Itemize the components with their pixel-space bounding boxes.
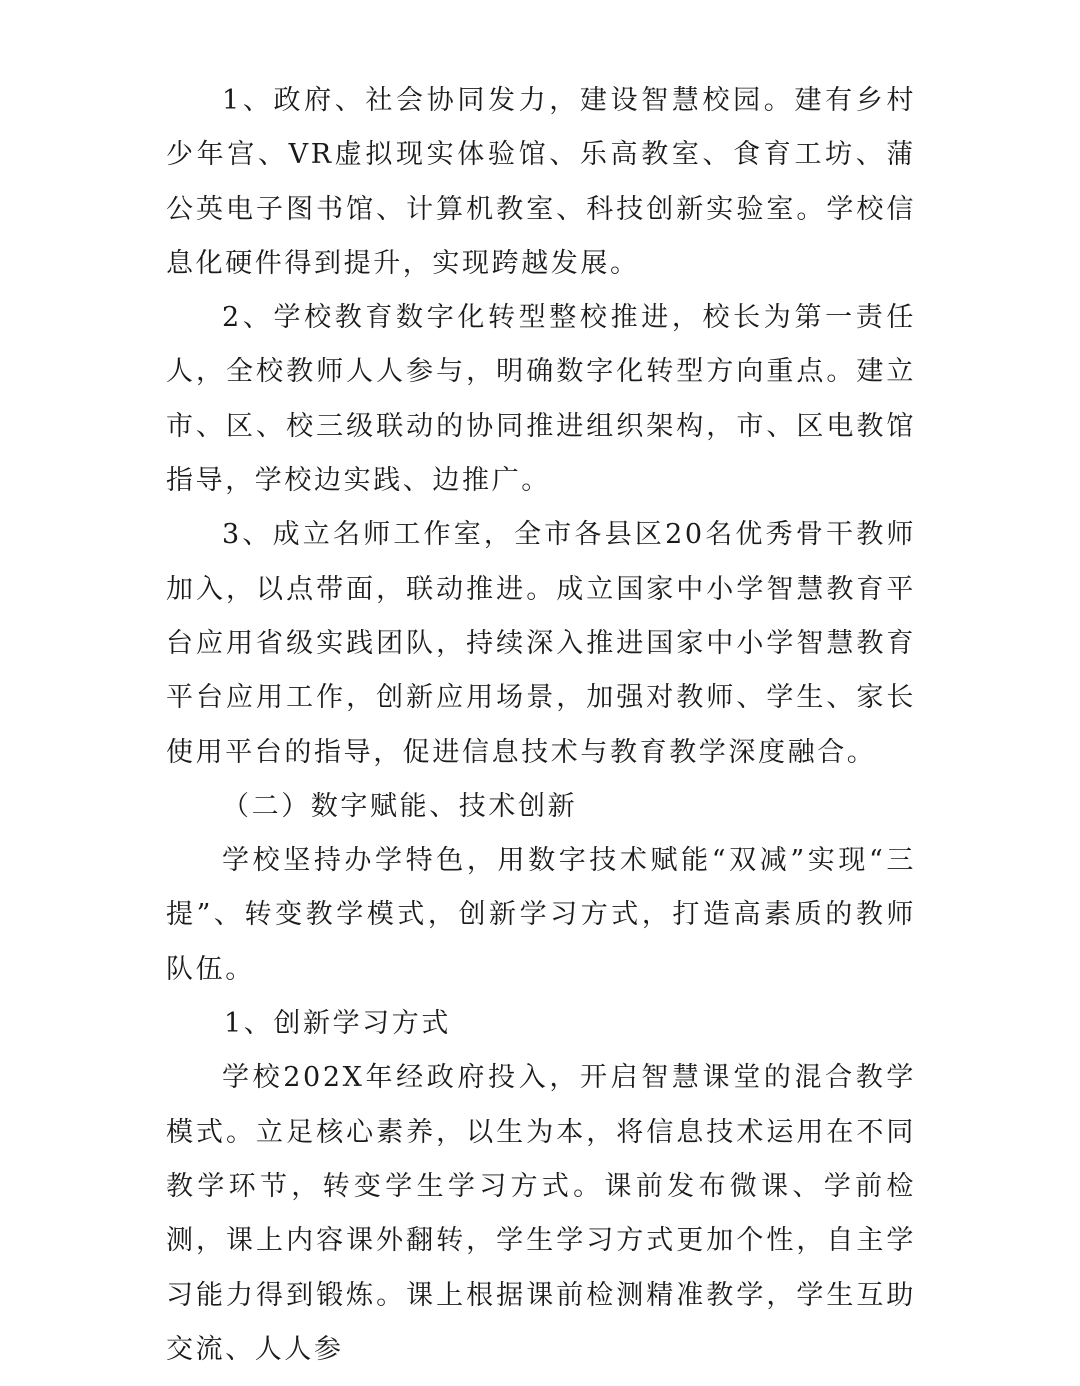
paragraph-2: 2、学校教育数字化转型整校推进，校长为第一责任人，全校教师人人参与，明确数字化转型方向重点。建立市、区、校三级联动的协同推进组织架构，市、区电教馆指导，学校边实践、边推广。	[166, 302, 916, 497]
subsection-body: 学校202X年经政府投入，开启智慧课堂的混合教学模式。立足核心素养，以生为本，将信息技术运用在不同教学环节，转变学生学习方式。课前发布微课、学前检测，课上内容课外翻转，学生学习方式更加个性，自主学习能力得到锻炼。课上根据课前检测精准教学，学生互助交流、人人参	[166, 1062, 916, 1365]
subsection-heading: 1、创新学习方式	[224, 1008, 451, 1040]
section-heading: （二）数字赋能、技术创新	[222, 790, 578, 822]
document-page	[166, 74, 916, 1377]
section-intro: 学校坚持办学特色，用数字技术赋能“双减”实现“三提”、转变教学模式，创新学习方式，打造高素质的教师队伍。	[166, 845, 916, 985]
paragraph-1: 1、政府、社会协同发力，建设智慧校园。建有乡村少年宫、VR虚拟现实体验馆、乐高教室、食育工坊、蒲公英电子图书馆、计算机教室、科技创新实验室。学校信息化硬件得到提升，实现跨越发展。	[166, 85, 916, 279]
paragraph-3: 3、成立名师工作室，全市各县区20名优秀骨干教师加入，以点带面，联动推进。成立国家中小学智慧教育平台应用省级实践团队，持续深入推进国家中小学智慧教育平台应用工作，创新应用场景，加强对教师、学生、家长使用平台的指导，促进信息技术与教育教学深度融合。	[166, 519, 916, 768]
